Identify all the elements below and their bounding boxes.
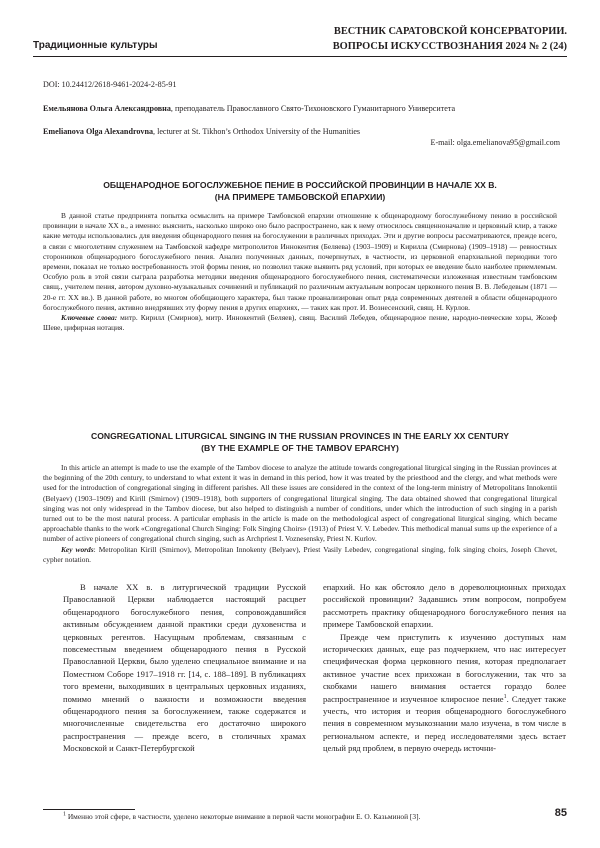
keywords-en-list: : Metropolitan Kirill (Smirnov), Metropolitan Innokenty (Belyaev), Priest Vasily Lebedev, congregational singing, folk singing choirs, Joseph Chevet, cypher notation. xyxy=(43,544,557,564)
email[interactable]: E-mail: olga.emelianova95@gmail.com xyxy=(430,138,560,147)
author-en-name: Emelianova Olga Alexandrovna xyxy=(43,127,154,136)
body-text: Прежде чем приступить к изучению доступных нам исторических данных, еще раз подчеркнем, что нас интересует специфическая форма церковного пения, которая предполагает активное участие всех прихожан в богослужении, так что за скобками нашего внимания остается гораздо более распространенное и изученное клиросное пение xyxy=(323,631,566,704)
author-en xyxy=(43,126,560,138)
body-column-left xyxy=(63,581,306,755)
title-en-line2: (BY THE EXAMPLE OF THE TAMBOV EPARCHY) xyxy=(201,442,399,453)
keywords-ru xyxy=(43,313,557,333)
author-ru-name: Емельянова Ольга Александровна xyxy=(43,104,171,113)
footnote-divider xyxy=(43,809,135,810)
footnote-mark: 1 xyxy=(63,811,66,818)
body-paragraph: епархий. Но как обстояло дело в дореволюционных приходах российской провинции? Задавшись этим вопросом, попробуем рассмотреть практику общенародного богослужебного пения на примере Тамбовской епархии. xyxy=(323,582,566,630)
author-ru xyxy=(43,103,560,115)
abstract-ru-text: В данной статье предпринята попытка осмыслить на примере Тамбовской епархии отношение к общенародному богослужебному пению в российской провинции в начале ХХ в., а именно: выяснить, насколько широко оно было распространено, как к нему относилось священноначалие и церковный клир, а также какие методы использовались для введения общенародного пения на богослужении в различных приходах. Эти и другие вопросы рассматриваются, прежде всего, в связи с многолетним служением на Тамбовской кафедре митрополитов Иннокентия (Беляева) (1903–1909) и Кирилла (Смирнова) (1909–1918) — ревностных сторонников общенародного богослужебного пения. Анализ полученных данных, почерпнутых, в частности, из церковной епархиальной периодики того времени, показал не только востребованность этой формы пения, но позволил также выявить ряд условий, при которых ее введение было наиболее приемлемым. Особую роль в этой связи сыграла разработка методики введения общенародного богослужебного пения, систематически изложенная известным тамбовским свящ., учителем пения, автором духовно-музыкальных сочинений и публикаций по различным актуальным вопросам церковного пения В. В. Лебедевым (1871 — 20-е гг. ХХ вв.). В данной работе, во многом обобщающего характера, был также проанализирован опыт ряда современных деятелей в области общенародного богослужебного пения, активно внедрявших эту форму пения в других епархиях, — таких как прот. И. Вознесенский, свящ. Н. Курлов. xyxy=(43,211,557,312)
keywords-ru-label: Ключевые слова: xyxy=(61,313,118,323)
footnote xyxy=(63,812,420,821)
section-title: Традиционные культуры xyxy=(33,40,158,51)
keywords-en xyxy=(43,545,557,565)
header-divider xyxy=(33,56,567,57)
body-paragraph xyxy=(323,631,566,755)
title-en-line1: CONGREGATIONAL LITURGICAL SINGING IN THE RUSSIAN PROVINCES IN THE EARLY XX CENTURY xyxy=(91,431,509,441)
title-ru-line1: ОБЩЕНАРОДНОЕ БОГОСЛУЖЕБНОЕ ПЕНИЕ В РОССИЙСКОЙ ПРОВИНЦИИ В НАЧАЛЕ ХХ В. xyxy=(103,180,497,190)
abstract-ru xyxy=(43,211,557,333)
body-column-right xyxy=(323,581,566,755)
body-text: . Следует также учесть, что история и теория общенародного богослужебного пения в современном музыкознании мало изучена, в том числе в региональном аспекте, и перед исследователями здесь встает целый ряд проблем, в первую очередь источни- xyxy=(323,693,566,754)
abstract-en xyxy=(43,463,557,565)
title-ru-line2: (НА ПРИМЕРЕ ТАМБОВСКОЙ ЕПАРХИИ) xyxy=(214,191,386,202)
footnote-ref[interactable]: 1 xyxy=(503,693,507,700)
keywords-en-label: Key words xyxy=(61,544,94,554)
author-ru-affiliation: , преподаватель Православного Свято-Тихоновского Гуманитарного Университета xyxy=(170,104,456,113)
title-en xyxy=(40,431,560,454)
keywords-ru-list: митр. Кирилл (Смирнов), митр. Иннокентий (Беляев), свящ. Василий Лебедев, общенародное пение, народно-певческие хоры, Жозеф Шеве, цифирная нотация. xyxy=(43,313,557,333)
journal-title-line1: ВЕСТНИК САРАТОВСКОЙ КОНСЕРВАТОРИИ. xyxy=(333,26,567,37)
body-paragraph: В начале ХХ в. в литургической традиции Русской Православной Церкви наблюдается настоящий расцвет общенародного богослужебного пения, сопровождавшийся активным обсуждением данной практики среди духовенства и церковных регентов. Насущным проблемам, связанным с повсеместным введением общенародного пения в Русской Православной Церкви, было уделено специальное внимание и на Поместном Соборе 1917–1918 гг. [14, с. 188–189]. В публикациях того времени, выходивших в центральных церковных изданиях, помимо мнений о важности и возможности введения общенародного пения за богослужением, также содержатся и многочисленные свидетельства его достаточно широкого распространения — прежде всего, в столичных храмах Московской и Санкт-Петербургской xyxy=(63,582,306,754)
journal-title xyxy=(333,24,567,54)
author-en-affiliation: , lecturer at St. Tikhon’s Orthodox University of the Humanities xyxy=(153,127,361,136)
title-ru xyxy=(40,180,560,203)
footnote-text: Именно этой сфере, в частности, уделено некоторые внимание в первой части монографии Е. О. Казьминой [3]. xyxy=(66,812,421,821)
journal-title-line2: ВОПРОСЫ ИСКУССТВОЗНАНИЯ 2024 № 2 (24) xyxy=(332,41,567,52)
abstract-en-text: In this article an attempt is made to use the example of the Tambov diocese to analyze the attitude towards congregational liturgical singing in the Russian provinces at the beginning of the 20th century, to understand to what extent it was in demand in this period, how it was treated by the priesthood and the clergy, and what methods were used for the introduction of congregational singing in different parishes. All these issues are considered in the context of the long-term ministry of Metropolitans Innokentii (Belyaev) (1903–1909) and Kirill (Smirnov) (1909–1918), both supporters of congregational liturgical singing. The data obtained showed that congregational liturgical singing was not only widespread in the Tambov diocese, but also helped to distinguish a number of conditions, under which the introduction of such singing in a parish turned out to be the most natural process. A particular emphasis in the article is made on the methodological aspect of congregational liturgical singing, which became approachable thanks to the work «Congregational Church Singing: Folk Singing Choirs» (1913) of Priest V. V. Lebedev. This methodical manual sums up the experience of a number of active pioneers of congregational church singing, such as Archpriest I. Voznesensky, Priest N. Kurlov. xyxy=(43,463,557,544)
doi[interactable]: DOI: 10.24412/2618-9461-2024-2-85-91 xyxy=(43,80,177,89)
page-number: 85 xyxy=(554,807,567,819)
